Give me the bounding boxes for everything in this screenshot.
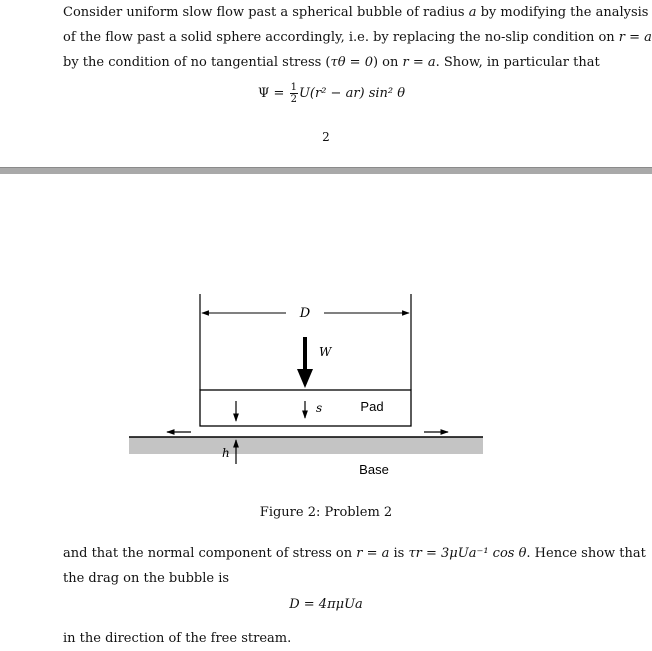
math-inline: r = a (356, 546, 390, 561)
text-segment: of the flow past a solid sphere accordingly, i.e. by replacing the no-slip condition on (63, 30, 619, 45)
fraction-numerator: 1 (290, 82, 297, 93)
math-inline: τr = 3μUa⁻¹ cos θ (408, 546, 527, 561)
page-number: 2 (322, 130, 330, 144)
math-inline: r = a (618, 30, 652, 45)
pad-label: Pad (360, 399, 384, 414)
load-arrow-shaft (303, 337, 307, 371)
math-inline: r = a (402, 55, 436, 70)
problem-statement-bottom (63, 541, 646, 591)
base-block (129, 437, 483, 454)
text-line: the drag on the bubble is (63, 571, 230, 586)
equation-rhs: U(r² − ar) sin² θ (298, 86, 406, 101)
text-segment: ) on (372, 55, 403, 70)
text-line: in the direction of the free stream. (63, 631, 292, 646)
equation-drag: D = 4πμUa (289, 597, 363, 612)
text-segment: . Hence show that (526, 546, 646, 561)
gap-label-h: h (222, 446, 230, 460)
figure-caption: Figure 2: Problem 2 (259, 505, 393, 520)
fraction-denominator: 2 (290, 94, 297, 105)
load-label-w: W (319, 345, 332, 359)
base-label: Base (359, 462, 389, 477)
text-segment: by modifying the analysis (476, 5, 649, 20)
label-s: s (316, 401, 323, 415)
text-segment: by the condition of no tangential stress ( (63, 55, 331, 70)
math-inline: τθ = 0 (330, 55, 373, 70)
text-segment: Consider uniform slow flow past a spherical bubble of radius (63, 5, 469, 20)
equation-lhs: Ψ = (258, 86, 285, 101)
load-arrow-head (297, 369, 313, 388)
math-var: a (468, 5, 477, 20)
text-segment: . Show, in particular that (435, 55, 600, 70)
text-segment: is (389, 546, 409, 561)
dimension-label-d: D (299, 306, 311, 321)
text-line (63, 541, 646, 566)
closing-text (63, 626, 603, 651)
text-segment: and that the normal component of stress on (63, 546, 357, 561)
